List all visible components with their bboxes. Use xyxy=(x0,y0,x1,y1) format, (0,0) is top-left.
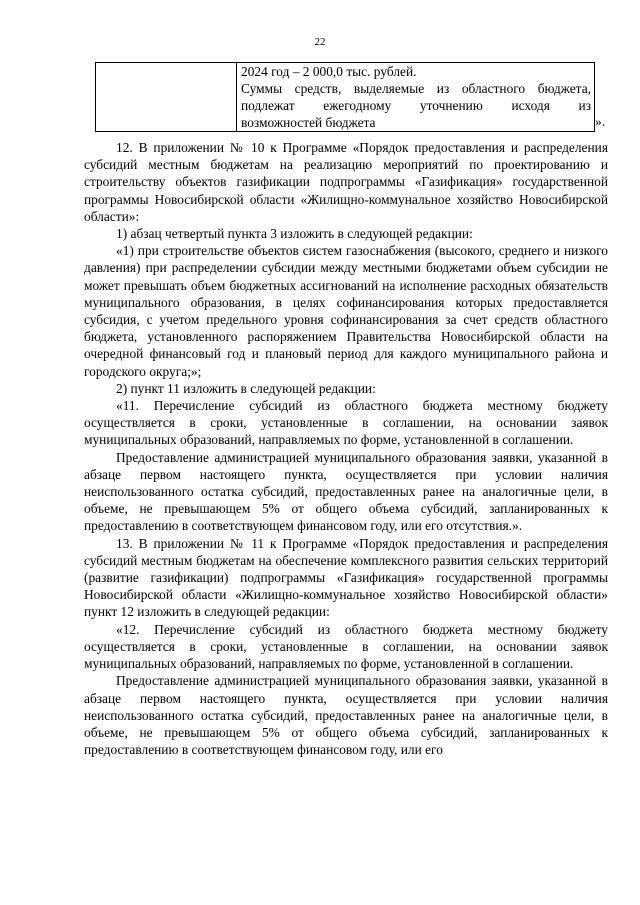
table-closing-quote: ». xyxy=(595,114,606,129)
table-cell-empty xyxy=(96,63,237,132)
table-cell-funding xyxy=(237,63,595,132)
paragraph-subitem-1: 1) абзац четвертый пункта 3 изложить в следующей редакции: xyxy=(116,226,473,242)
paragraph-item-12: 12. В приложении № 10 к Программе «Порядок предоставления и распределения субсидий местным бюджетам на реализацию мероприятий по проектированию и строительству объектов газификации подпрограммы «Газификация» государственной программы Новосибирской области «Жилищно-коммунальное хозяйство Новосибирской области»: xyxy=(84,140,608,224)
paragraph-quoted-item-1: «1) при строительстве объектов систем газоснабжения (высокого, среднего и низкого давления) при распределении субсидии между местными бюджетами объем субсидии не может превышать объем бюджетных ассигнований на исполнение расходных обязательств муниципального образования, в целях софинансирования которых предоставляется субсидия, с учетом предельного уровня софинансирования за счет средств областного бюджета, установленного распоряжением Правительства Новосибирской области на очередной финансовый год и плановый период для каждого муниципального района и городского округа;»; xyxy=(84,243,608,379)
funding-note-line-1: Суммы средств, выделяемые из областного бюджета, xyxy=(241,81,591,96)
paragraph-subitem-2: 2) пункт 11 изложить в следующей редакции: xyxy=(116,380,376,396)
paragraph-quoted-point-12: «12. Перечисление субсидий из областного бюджета местному бюджету осуществляется в сроки, установленные в соглашении, на основании заявок муниципальных образований, направляемых по форме, установленной в соглашении. xyxy=(84,621,608,672)
funding-note-line-3: возможностей бюджета xyxy=(241,115,376,130)
document-body xyxy=(84,139,608,758)
budget-table-continuation xyxy=(95,62,595,132)
funding-note-line-2: подлежат ежегодному уточнению исходя из xyxy=(241,98,591,113)
paragraph-item-13: 13. В приложении № 11 к Программе «Порядок предоставления и распределения субсидий местным бюджетам на обеспечение комплексного развития сельских территорий (развитие газификации) подпрограммы «Газификация» государственной программы Новосибирской области «Жилищно-коммунальное хозяйство Новосибирской области» пункт 12 изложить в следующей редакции: xyxy=(84,535,608,620)
funding-line-2024: 2024 год – 2 000,0 тыс. рублей. xyxy=(241,64,417,79)
paragraph-application-condition-2: Предоставление администрацией муниципального образования заявки, указанной в абзаце первом настоящего пункта, осуществляется при условии наличия неиспользованного остатка субсидий, предоставленных ранее на аналогичные цели, в объеме, не превышающем 5% от общего объема субсидий, запланированных к предоставлению в соответствующем финансовом году, или его xyxy=(84,673,608,758)
table-row xyxy=(96,63,595,132)
paragraph-quoted-point-11: «11. Перечисление субсидий из областного бюджета местному бюджету осуществляется в сроки, установленные в соглашении, на основании заявок муниципальных образований, направляемых по форме, установленной в соглашении. xyxy=(84,398,608,448)
paragraph-application-condition-1: Предоставление администрацией муниципального образования заявки, указанной в абзаце первом настоящего пункта, осуществляется при условии наличия неиспользованного остатка субсидий, предоставленных ранее на аналогичные цели, в объеме, не превышающем 5% от общего объема субсидий, запланированных к предоставлению в соответствующем финансовом году, или его отсутствия.». xyxy=(84,449,608,534)
page-number: 22 xyxy=(314,36,326,48)
